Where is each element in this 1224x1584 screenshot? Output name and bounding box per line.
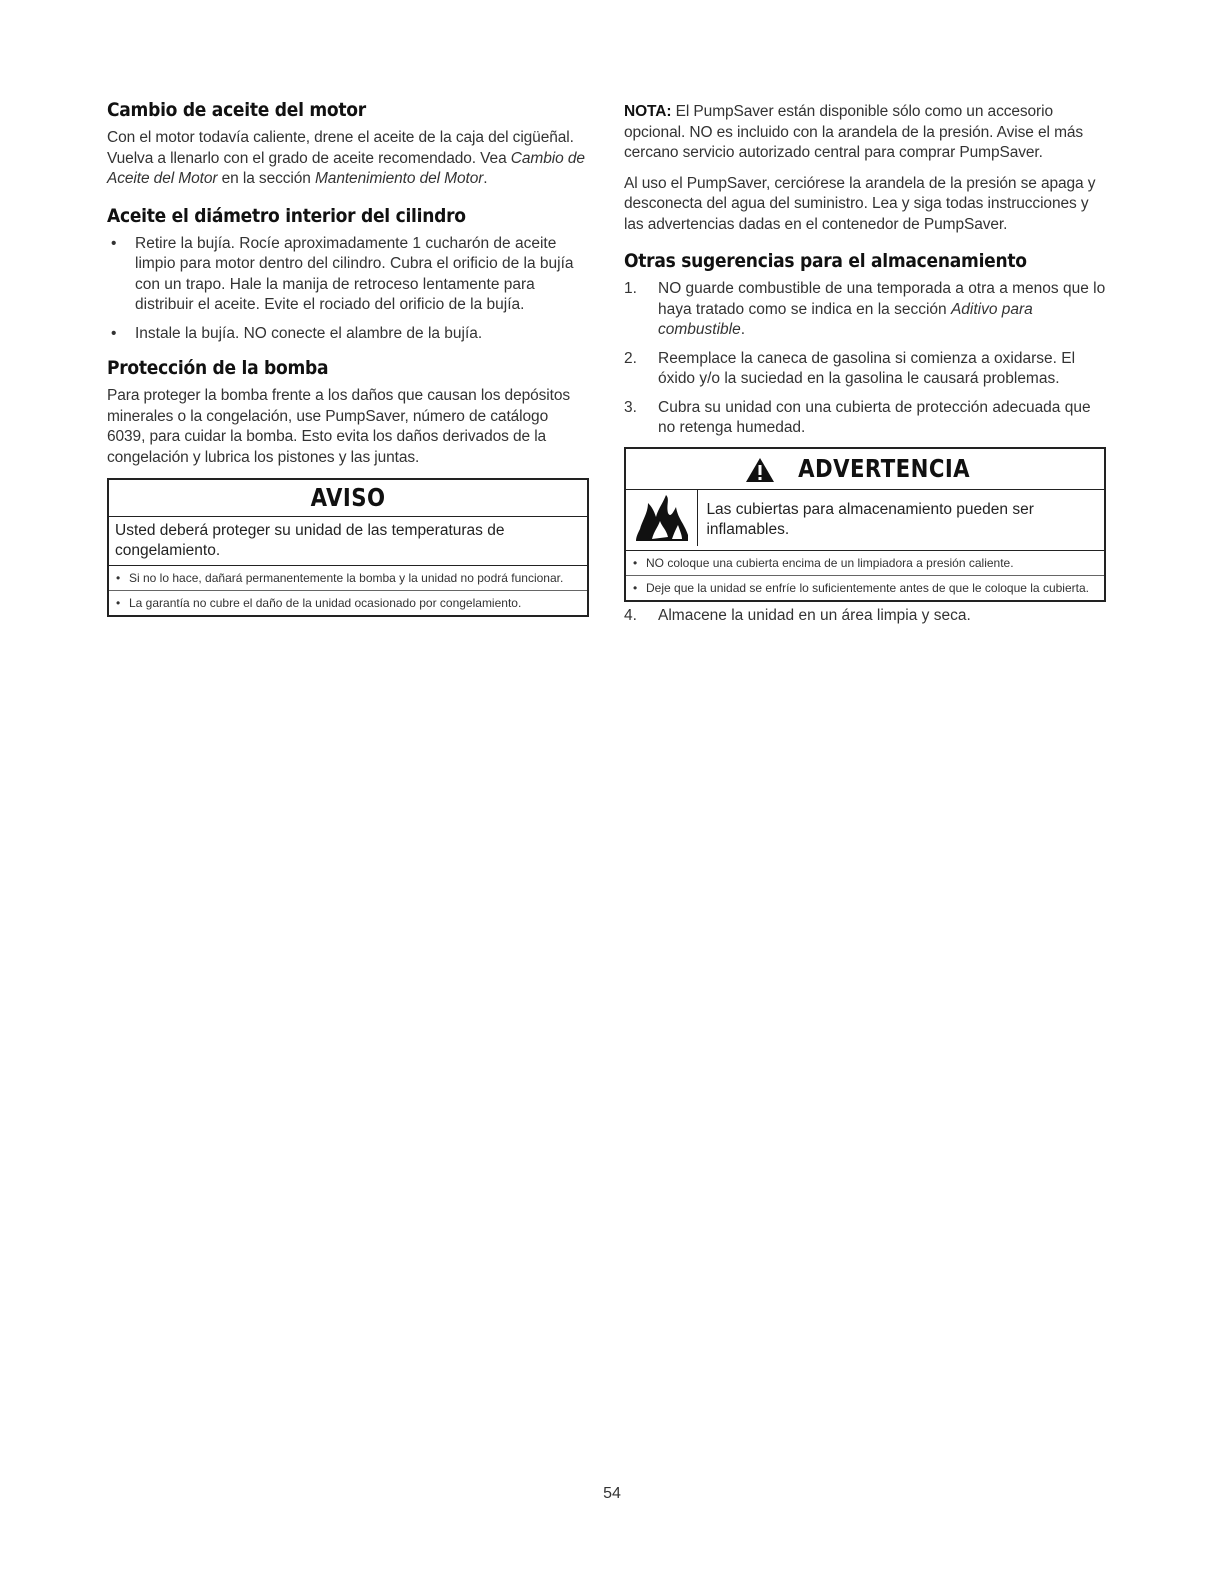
advertencia-message: Las cubiertas para almacenamiento pueden ser inflamables. [706, 500, 1034, 538]
nota-label: NOTA: [624, 103, 672, 120]
list-item: 2. Reemplace la caneca de gasolina si comienza a oxidarse. El óxido y/o la suciedad en la gasolina le causará problemas. [624, 349, 1076, 387]
heading-cylinder: Aceite el diámetro interior del cilindro [107, 204, 466, 227]
list-item: • Instale la bujía. NO conecte el alambre de la bujía. [111, 324, 483, 342]
right-column [624, 102, 1106, 634]
fire-hazard-icon [626, 490, 698, 546]
advertencia-message-row [626, 490, 1104, 551]
left-column [107, 98, 589, 617]
heading-pump-protection: Protección de la bomba [107, 357, 329, 379]
warning-triangle-icon [745, 457, 775, 483]
pump-protection-text: Para proteger la bomba frente a los daños que causan los depósitos minerales o la congelación, use PumpSaver, número de catálogo 6039, para cuidar la bomba. Esto evita los daños derivados de la congelación y lubrica los pistones y las juntas. [107, 387, 571, 466]
list-item: • Deje que la unidad se enfríe lo suficientemente antes de que le coloque la cubierta. [633, 580, 1089, 595]
nota-paragraph: NOTA: El PumpSaver están disponible sólo como un accesorio opcional. NO es incluido con la arandela de la presión. Avise el más cercano servicio autorizado central para comprar PumpSaver. [624, 103, 1084, 161]
advertencia-title: ADVERTENCIA [626, 449, 1104, 490]
page-number: 54 [603, 1485, 621, 1502]
list-item: 1. NO guarde combustible de una temporada a otra a menos que lo haya tratado como se indica en la sección Aditivo para combustible. [624, 280, 1106, 338]
pumpsaver-use-text: Al uso el PumpSaver, cerciórese la arandela de la presión se apaga y desconecta del agua del suministro. Lea y siga todas instrucciones y las advertencias dadas en el contenedor de PumpSaver. [624, 174, 1096, 233]
advertencia-list [626, 551, 1104, 600]
oil-change-text: Con el motor todavía caliente, drene el aceite de la caja del cigüeñal. Vuelva a llenarlo con el grado de aceite recomendado. Vea Cambio de Aceite del Motor en la sección Mantenimiento del Motor. [107, 129, 585, 187]
list-item: 3. Cubra su unidad con una cubierta de protección adecuada que no retenga humedad. [624, 398, 1091, 436]
aviso-notice-box [107, 478, 589, 617]
aviso-title: AVISO [109, 480, 587, 517]
list-item: • NO coloque una cubierta encima de un limpiadora a presión caliente. [626, 551, 1104, 576]
fire-icon [632, 493, 692, 543]
aviso-list [109, 566, 587, 615]
aviso-message: Usted deberá proteger su unidad de las temperaturas de congelamiento. [109, 517, 587, 566]
list-item: • La garantía no cubre el daño de la unidad ocasionado por congelamiento. [116, 596, 522, 610]
storage-list-continued [624, 606, 1106, 627]
list-item: • Si no lo hace, dañará permanentemente la bomba y la unidad no podrá funcionar. [109, 566, 587, 591]
storage-list [624, 279, 1106, 439]
cylinder-bullets [107, 234, 589, 345]
list-item: • Retire la bujía. Rocíe aproximadamente 1 cucharón de aceite limpio para motor dentro del cilindro. Cubra el orificio de la bujía con un trapo. Hale la manija de retroceso lentamente para distribuir el aceite. Evite el rociado del orificio de la bujía. [111, 234, 574, 313]
list-item: 4. Almacene la unidad en un área limpia y seca. [624, 606, 971, 624]
advertencia-warning-box [624, 447, 1106, 602]
heading-oil-change: Cambio de aceite del motor [107, 99, 366, 121]
heading-storage: Otras sugerencias para el almacenamiento [624, 250, 1027, 272]
